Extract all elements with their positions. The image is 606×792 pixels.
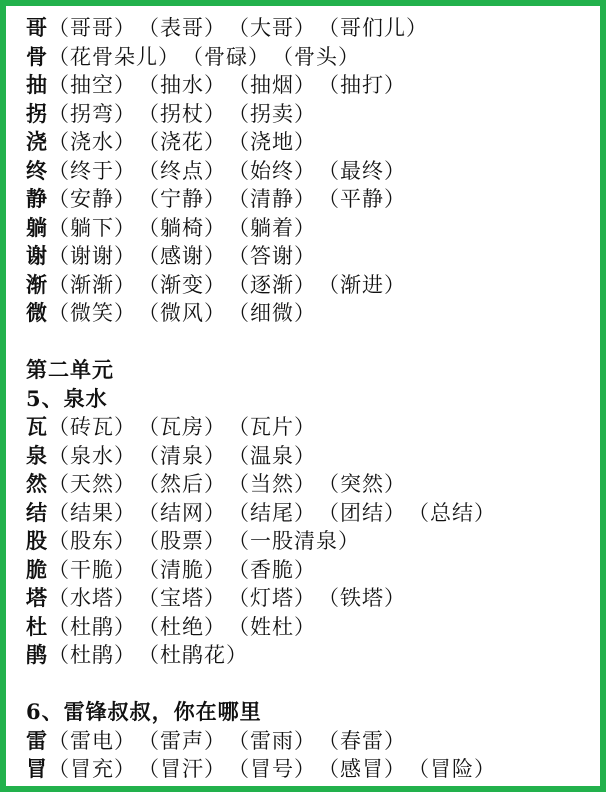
vocab-entry — [26, 755, 592, 784]
vocab-entry — [26, 100, 592, 129]
vocab-word: （铁塔） — [318, 586, 406, 610]
vocab-word: （骨碌） — [182, 44, 270, 69]
vocab-word: （冒汗） — [138, 757, 226, 781]
vocab-word: （躺椅） — [138, 215, 226, 240]
vocab-word: （浇水） — [48, 130, 136, 154]
vocab-word: （感谢） — [138, 244, 226, 268]
vocab-word: （哥们儿） — [318, 16, 428, 40]
vocab-entry — [26, 14, 592, 43]
vocab-word: （姓杜） — [228, 614, 316, 639]
vocab-word: （终点） — [138, 158, 226, 183]
vocab-character: 抽 — [26, 72, 48, 97]
vocab-word: （拐弯） — [48, 101, 136, 126]
vocab-character: 哥 — [26, 15, 48, 40]
vocab-word: （股票） — [138, 529, 226, 553]
vocab-word: （花骨朵儿） — [48, 44, 180, 69]
vocab-character: 塔 — [26, 585, 48, 610]
vocab-character: 微 — [26, 300, 48, 325]
vocab-word: （拐卖） — [228, 101, 316, 126]
vocab-word: （感冒） — [318, 757, 406, 781]
vocab-word: （拐杖） — [138, 101, 226, 126]
vocab-word: （清泉） — [138, 443, 226, 468]
vocab-word: （冒充） — [48, 757, 136, 781]
blank-line — [26, 328, 592, 357]
vocab-word: （冒险） — [408, 757, 496, 781]
vocab-entry — [26, 128, 592, 157]
vocab-word: （躺下） — [48, 215, 136, 240]
vocab-word: （浇地） — [228, 130, 316, 154]
vocab-word: （细微） — [228, 301, 316, 325]
vocab-word: （团结） — [318, 500, 406, 525]
vocab-character: 脆 — [26, 556, 48, 582]
vocab-character: 结 — [26, 499, 48, 525]
vocab-entry — [26, 499, 592, 528]
vocab-word: （终于） — [48, 158, 136, 183]
vocab-word: （天然） — [48, 472, 136, 496]
vocab-word: （浇花） — [138, 130, 226, 154]
vocab-word: （雷声） — [138, 728, 226, 753]
section-heading: 5、泉水 — [26, 385, 108, 411]
vocab-entry — [26, 613, 592, 642]
vocab-entry — [26, 584, 592, 613]
vocab-entry — [26, 185, 592, 214]
vocab-word: （骨头） — [272, 44, 360, 69]
vocabulary-list — [26, 14, 592, 784]
vocab-entry — [26, 43, 592, 72]
vocab-word: （宁静） — [138, 187, 226, 211]
vocab-word: （抽空） — [48, 73, 136, 97]
vocab-word: （平静） — [318, 187, 406, 211]
vocab-word: （抽水） — [138, 73, 226, 97]
vocab-character: 杜 — [26, 613, 48, 639]
vocab-word: （春雷） — [318, 728, 406, 753]
vocab-word: （抽打） — [318, 73, 406, 97]
vocab-character: 谢 — [26, 243, 48, 268]
vocab-word: （始终） — [228, 158, 316, 183]
vocab-word: （渐渐） — [48, 272, 136, 297]
vocab-character: 股 — [26, 528, 48, 553]
vocab-character: 拐 — [26, 100, 48, 126]
vocab-word: （微风） — [138, 301, 226, 325]
vocab-character: 瓦 — [26, 414, 48, 439]
vocab-word: （抽烟） — [228, 73, 316, 97]
vocab-word: （干脆） — [48, 557, 136, 582]
vocab-character: 浇 — [26, 129, 48, 154]
vocab-entry — [26, 271, 592, 300]
vocab-word: （清静） — [228, 187, 316, 211]
vocab-word: （表哥） — [138, 16, 226, 40]
vocab-word: （逐渐） — [228, 272, 316, 297]
vocab-word: （杜鹃花） — [138, 643, 248, 667]
vocab-word: （谢谢） — [48, 244, 136, 268]
vocab-word: （杜绝） — [138, 614, 226, 639]
vocab-word: （答谢） — [228, 244, 316, 268]
vocab-entry — [26, 157, 592, 186]
vocab-word: （安静） — [48, 187, 136, 211]
vocab-word: （渐变） — [138, 272, 226, 297]
vocab-character: 渐 — [26, 271, 48, 297]
vocab-character: 然 — [26, 471, 48, 496]
vocab-character: 终 — [26, 157, 48, 183]
vocab-word: （香脆） — [228, 557, 316, 582]
vocab-word: （最终） — [318, 158, 406, 183]
vocab-character: 鹃 — [26, 642, 48, 667]
vocab-entry — [26, 299, 592, 328]
vocab-word: （突然） — [318, 472, 406, 496]
vocab-entry — [26, 242, 592, 271]
vocab-entry — [26, 556, 592, 585]
vocab-word: （大哥） — [228, 16, 316, 40]
vocab-word: （泉水） — [48, 443, 136, 468]
vocab-word: （杜鹃） — [48, 614, 136, 639]
vocab-word: （哥哥） — [48, 16, 136, 40]
vocab-word: （结尾） — [228, 500, 316, 525]
vocab-word: （结果） — [48, 500, 136, 525]
vocab-word: （杜鹃） — [48, 643, 136, 667]
vocab-word: （冒号） — [228, 757, 316, 781]
vocab-word: （温泉） — [228, 443, 316, 468]
vocab-word: （然后） — [138, 472, 226, 496]
vocab-word: （灯塔） — [228, 586, 316, 610]
vocab-word: （瓦房） — [138, 415, 226, 439]
vocab-word: （总结） — [408, 500, 496, 525]
vocab-entry — [26, 527, 592, 556]
vocab-word: （清脆） — [138, 557, 226, 582]
vocab-entry — [26, 641, 592, 670]
vocab-word: （宝塔） — [138, 586, 226, 610]
vocab-word: （砖瓦） — [48, 415, 136, 439]
vocab-character: 躺 — [26, 214, 48, 240]
vocab-entry — [26, 214, 592, 243]
vocab-word: （雷电） — [48, 728, 136, 753]
vocab-character: 骨 — [26, 43, 48, 69]
vocab-word: （瓦片） — [228, 415, 316, 439]
vocab-word: （雷雨） — [228, 728, 316, 753]
vocab-entry — [26, 727, 592, 756]
vocab-entry — [26, 470, 592, 499]
vocab-word: （股东） — [48, 529, 136, 553]
vocab-word: （当然） — [228, 472, 316, 496]
vocab-entry — [26, 442, 592, 471]
vocab-entry — [26, 71, 592, 100]
section-heading: 6、雷锋叔叔，你在哪里 — [26, 699, 262, 724]
vocab-word: （渐进） — [318, 272, 406, 297]
vocab-character: 泉 — [26, 442, 48, 468]
vocab-character: 冒 — [26, 756, 48, 781]
vocab-word: （躺着） — [228, 215, 316, 240]
section-heading: 第二单元 — [26, 357, 114, 382]
vocab-character: 静 — [26, 186, 48, 211]
vocab-word: （水塔） — [48, 586, 136, 610]
blank-line — [26, 670, 592, 699]
vocab-word: （微笑） — [48, 301, 136, 325]
vocab-word: （结网） — [138, 500, 226, 525]
vocab-character: 雷 — [26, 727, 48, 753]
vocab-word: （一股清泉） — [228, 529, 360, 553]
vocab-entry — [26, 413, 592, 442]
